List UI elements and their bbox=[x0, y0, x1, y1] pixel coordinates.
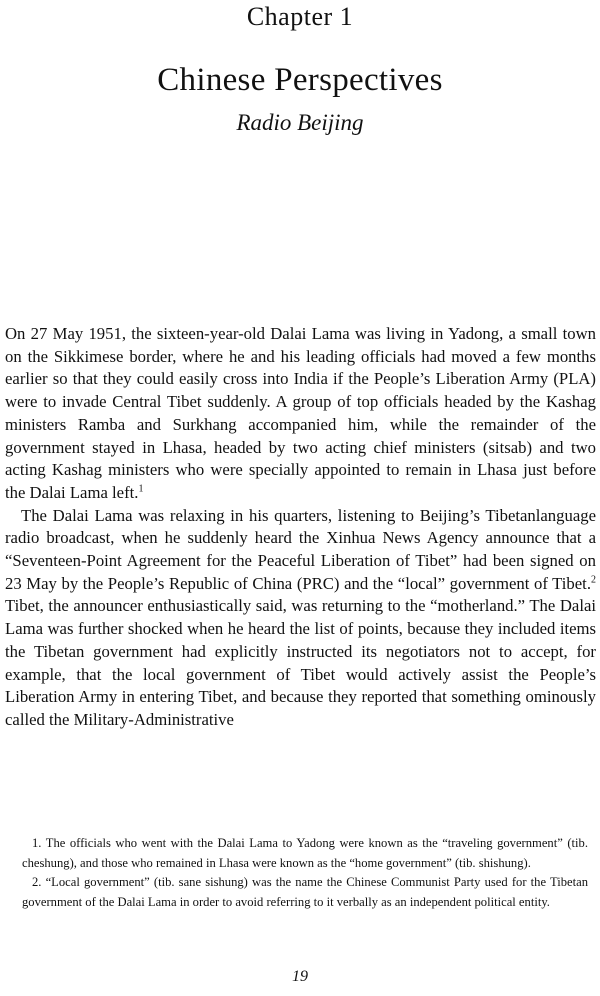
paragraph-2 bbox=[5, 505, 596, 732]
footnotes bbox=[22, 834, 588, 912]
page-number: 19 bbox=[292, 968, 308, 985]
footnote-ref-1[interactable]: 1 bbox=[138, 483, 144, 495]
paragraph-2-text-b: Tibet, the announcer enthusiastically said, was returning to the “motherland.” The Dalai Lama was further shocked when he heard the list of points, because they included items the Tibetan government had explicitly instructed its negotiators not to accept, for example, that the local government of Tibet would actively assist the People’s Liberation Army in entering Tibet, and because they reported that something ominously called the Military-Administrative bbox=[5, 596, 596, 729]
footnote-ref-2[interactable]: 2 bbox=[591, 574, 596, 586]
paragraph-2-text-a: The Dalai Lama was relaxing in his quarters, listening to Beijing’s Tibetanlanguage radio broadcast, when he suddenly heard the Xinhua News Agency announce that a “Seventeen-Point Agreement for the Peaceful Liberation of Tibet” had been signed on 23 May by the People’s Republic of China (PRC) and the “local” government of Tibet. bbox=[5, 505, 596, 593]
footnote-2: 2. “Local government” (tib. sane sishung) was the name the Chinese Communist Party used for the Tibetan government of the Dalai Lama in order to avoid referring to it verbally as an independent political entity. bbox=[22, 875, 588, 909]
chapter-title: Chinese Perspectives bbox=[157, 62, 443, 98]
footnote-1: 1. The officials who went with the Dalai Lama to Yadong were known as the “traveling government” (tib. cheshung), and those who remained in Lhasa were known as the “home government” (tib. shishung). bbox=[22, 836, 588, 870]
chapter-label: Chapter 1 bbox=[246, 2, 354, 31]
body-text bbox=[5, 323, 596, 732]
chapter-subtitle: Radio Beijing bbox=[236, 110, 364, 135]
paragraph-1 bbox=[5, 323, 596, 505]
paragraph-1-text: On 27 May 1951, the sixteen-year-old Dalai Lama was living in Yadong, a small town on the Sikkimese border, where he and his leading officials had moved a few months earlier so that they could easily cross into India if the People’s Liberation Army (PLA) were to invade Central Tibet suddenly. A group of top officials headed by the Kashag ministers Ramba and Surkhang accompanied him, while the remainder of the government stayed in Lhasa, headed by two acting chief ministers (sitsab) and two acting Kashag ministers who were specially appointed to remain in Lhasa just before the Dalai Lama left. bbox=[5, 324, 596, 502]
